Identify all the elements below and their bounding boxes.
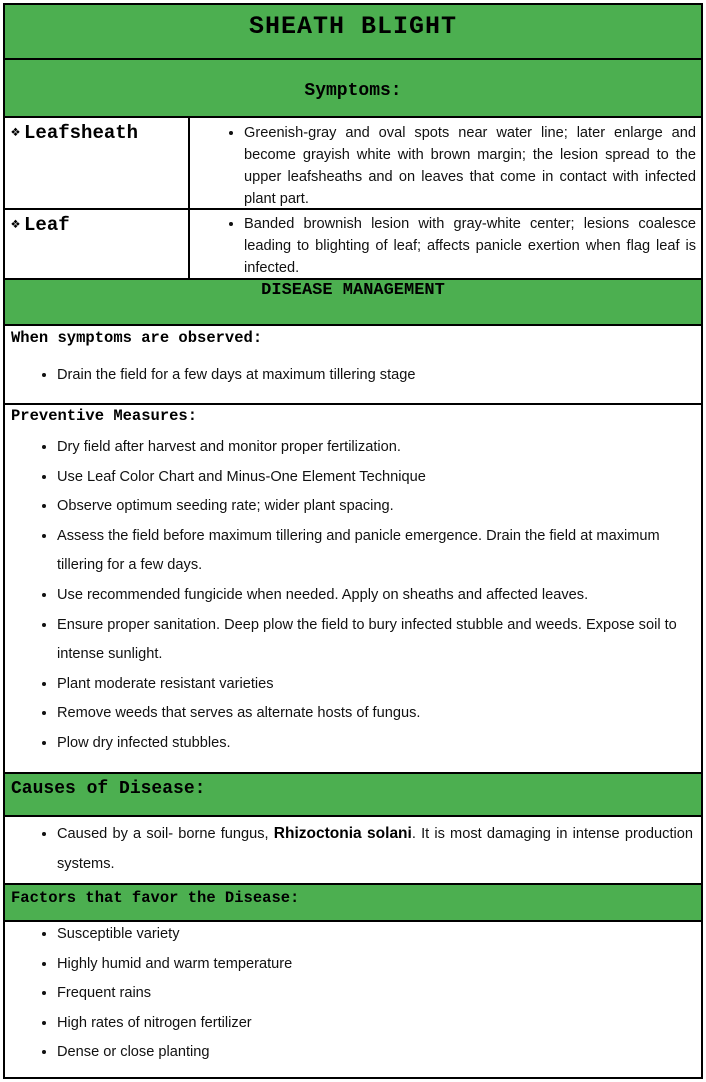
list-item: • Use recommended fungicide when needed. Apply on sheaths and affected leaves.: [57, 581, 693, 611]
list-item: • High rates of nitrogen fertilizer: [57, 1009, 693, 1039]
symptom-part-label: Leafsheath: [24, 122, 139, 144]
pathogen-name: Rhizoctonia solani: [273, 825, 412, 842]
causes-header: [5, 774, 701, 817]
list-item: • Dry field after harvest and monitor proper fertilization.: [57, 433, 693, 463]
list-item: • Assess the field before maximum tillering and panicle emergence. Drain the field at maximum tillering for a few days.: [57, 522, 693, 581]
symptom-description: • Banded brownish lesion with gray-white center; lesions coalesce leading to blighting of leaf; affects panicle exertion when flag leaf is infected.: [244, 213, 696, 279]
factors-heading: Factors that favor the Disease:: [11, 889, 300, 907]
when-observed-heading: When symptoms are observed:: [11, 329, 263, 347]
symptom-part-cell: [5, 210, 190, 278]
list-item: • Ensure proper sanitation. Deep plow the field to bury infected stubble and weeds. Expose soil to intense sunlight.: [57, 611, 693, 670]
list-item: • Observe optimum seeding rate; wider plant spacing.: [57, 492, 693, 522]
management-header: [5, 280, 701, 326]
list-item: • Plant moderate resistant varieties: [57, 670, 693, 700]
list-item: • Frequent rains: [57, 979, 693, 1009]
page-title: SHEATH BLIGHT: [248, 12, 458, 41]
list-item: • Remove weeds that serves as alternate hosts of fungus.: [57, 699, 693, 729]
factors-header: [5, 885, 701, 922]
list-item: • Highly humid and warm temperature: [57, 950, 693, 980]
list-item: • Drain the field for a few days at maximum tillering stage: [57, 361, 693, 391]
management-heading: DISEASE MANAGEMENT: [261, 281, 445, 300]
symptoms-heading: Symptoms:: [304, 81, 402, 101]
preventive-heading: Preventive Measures:: [11, 407, 198, 425]
title-bar: [5, 5, 701, 60]
list-item: • Plow dry infected stubbles.: [57, 729, 693, 759]
diamond-bullet-icon: ❖: [11, 216, 21, 233]
symptom-description: • Greenish-gray and oval spots near water line; later enlarge and become grayish white with brown margin; the lesion spread to the upper leafsheaths and on leaves that come in contact with infected plant part.: [244, 122, 696, 210]
causes-text-after: . It is most damaging in intense production systems.: [57, 826, 693, 872]
symptom-part-label: Leaf: [24, 214, 70, 236]
fact-sheet: [3, 3, 703, 1079]
causes-item: [57, 819, 693, 879]
symptom-row-leaf: [5, 210, 701, 280]
factors-section: [5, 922, 701, 1077]
symptom-row-leafsheath: [5, 118, 701, 210]
list-item: • Susceptible variety: [57, 920, 693, 950]
symptom-part-cell: [5, 118, 190, 208]
causes-heading: Causes of Disease:: [11, 779, 206, 799]
list-item: • Dense or close planting: [57, 1038, 693, 1068]
symptom-description-cell: [192, 118, 701, 208]
when-observed-section: [5, 326, 701, 405]
symptom-description-cell: [192, 210, 701, 278]
symptoms-header: [5, 60, 701, 118]
preventive-section: [5, 405, 701, 774]
causes-section: [5, 817, 701, 885]
list-item: • Use Leaf Color Chart and Minus-One Element Technique: [57, 463, 693, 493]
causes-text-before: Caused by a soil- borne fungus,: [57, 826, 269, 842]
diamond-bullet-icon: ❖: [11, 124, 21, 141]
